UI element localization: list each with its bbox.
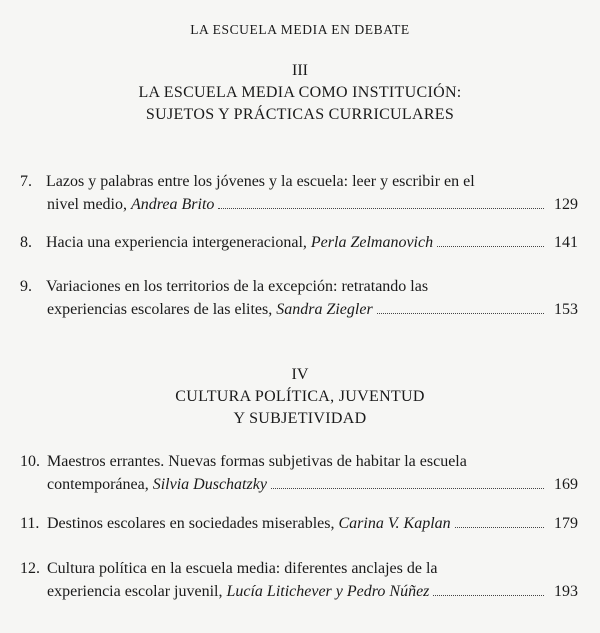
part-title-line2: SUJETOS Y PRÁCTICAS CURRICULARES (145, 106, 455, 123)
entry-title: Maestros errantes. Nuevas formas subjetivas de habitar la escuela (47, 453, 467, 470)
entry-title-cont: contemporánea, (47, 476, 149, 493)
entry-title: Cultura política en la escuela media: diferentes anclajes de la (47, 560, 438, 577)
entry-number: 8. (20, 234, 32, 251)
entry-author: Perla Zelmanovich (310, 234, 434, 251)
entry-title: Variaciones en los territorios de la excepción: retratando las (46, 278, 429, 295)
entry-page: 153 (554, 301, 578, 318)
toc-entry-11[interactable] (20, 512, 578, 535)
entry-page: 179 (554, 515, 578, 532)
entry-page: 169 (554, 476, 578, 493)
toc-entry-7[interactable] (20, 170, 578, 216)
entry-number: 10. (20, 453, 40, 470)
entry-title-cont: experiencia escolar juvenil, (47, 583, 223, 600)
entry-number: 7. (20, 173, 32, 190)
entry-title-cont: nivel medio, (47, 196, 127, 213)
leader-dots (377, 299, 544, 314)
entry-author: Andrea Brito (130, 196, 215, 213)
entry-page: 193 (554, 583, 578, 600)
toc-entry-9[interactable] (20, 275, 578, 321)
entry-title-cont: experiencias escolares de las elites, (47, 301, 273, 318)
toc-entry-10[interactable] (20, 450, 578, 496)
entry-page: 129 (554, 196, 578, 213)
entry-number: 11. (20, 515, 40, 532)
entry-author: Silvia Duschatzky (152, 476, 267, 493)
entry-author: Lucía Litichever y Pedro Núñez (226, 583, 430, 600)
entry-title: Destinos escolares en sociedades miserables, (47, 515, 335, 532)
toc-entry-12[interactable] (20, 557, 578, 603)
entry-author: Sandra Ziegler (276, 301, 373, 318)
entry-title: Lazos y palabras entre los jóvenes y la escuela: leer y escribir en el (46, 173, 475, 190)
entry-number: 9. (20, 278, 32, 295)
part-number: III (292, 62, 308, 79)
entry-page: 141 (554, 234, 578, 251)
leader-dots (218, 194, 544, 209)
part-iii-heading (0, 60, 600, 126)
entry-author: Carina V. Kaplan (338, 515, 451, 532)
part-number: IV (291, 366, 309, 383)
leader-dots (437, 232, 544, 247)
leader-dots (271, 474, 544, 489)
entry-title: Hacia una experiencia intergeneracional, (46, 234, 307, 251)
toc-entry-8[interactable] (20, 231, 578, 254)
part-iv-heading (0, 364, 600, 430)
running-head: LA ESCUELA MEDIA EN DEBATE (190, 22, 410, 37)
part-title-line1: LA ESCUELA MEDIA COMO INSTITUCIÓN: (138, 84, 462, 101)
part-title-line1: CULTURA POLÍTICA, JUVENTUD (175, 388, 425, 405)
leader-dots (433, 581, 544, 596)
leader-dots (455, 513, 544, 528)
entry-number: 12. (20, 560, 40, 577)
part-title-line2: Y SUBJETIVIDAD (233, 410, 367, 427)
